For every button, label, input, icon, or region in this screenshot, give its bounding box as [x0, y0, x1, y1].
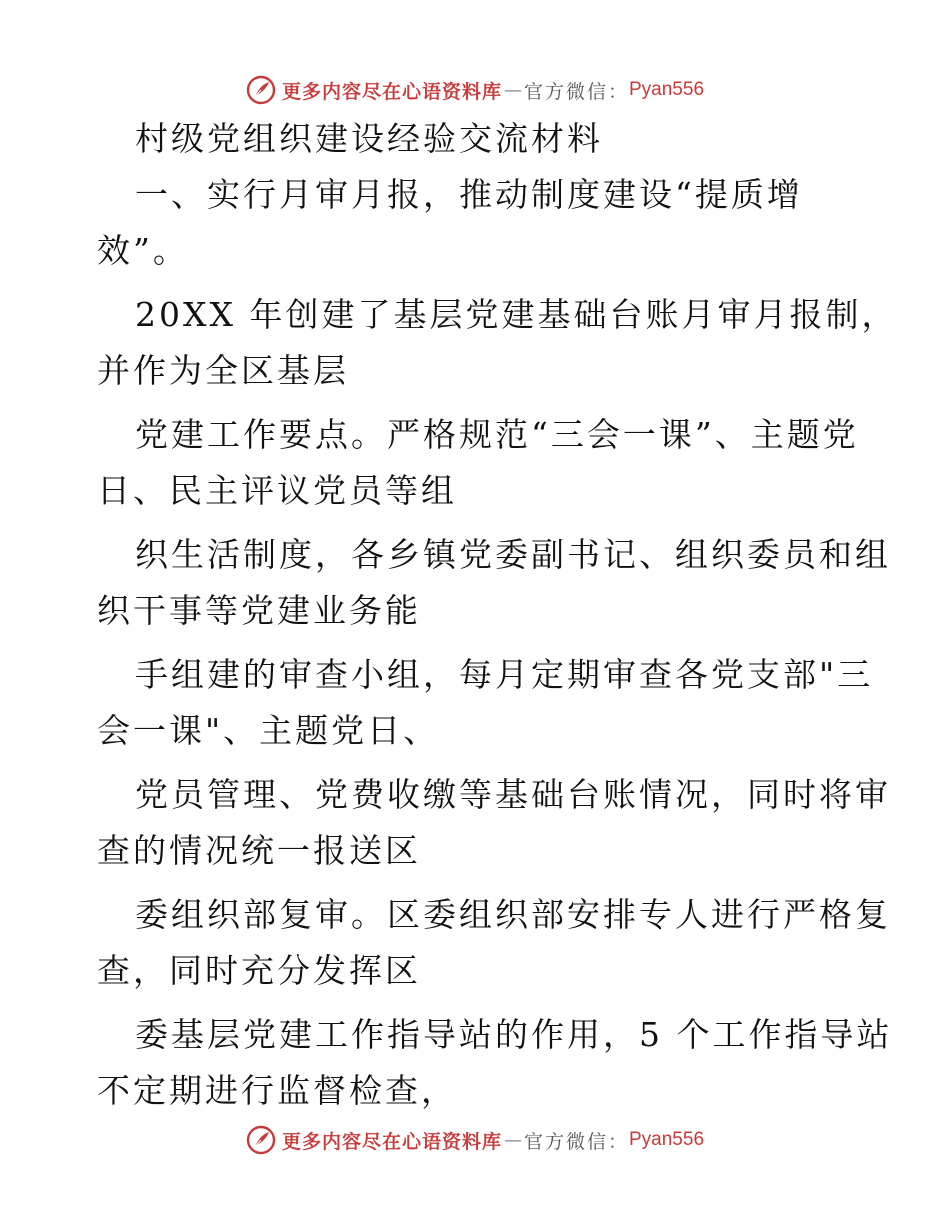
section-heading: 一、实行月审月报，推动制度建设“提质增 [135, 175, 803, 214]
watermark-account: Pyan556 [629, 1129, 705, 1150]
watermark-wechat-label: 官方微信： [523, 80, 629, 103]
document-title: 村级党组织建设经验交流材料 [135, 119, 603, 158]
document-body [97, 119, 898, 1128]
header-watermark [0, 72, 950, 108]
body-line: 党员管理、党费收缴等基础台账情况，同时将审 [135, 775, 891, 814]
watermark-account: Pyan556 [629, 79, 705, 100]
body-line: 查的情况统一报送区 [97, 831, 421, 870]
feather-pen-logo-icon [246, 1125, 276, 1155]
body-line: 会一课"、主题党日、 [97, 711, 440, 750]
feather-pen-logo-icon [246, 75, 276, 105]
watermark-wechat-label: 官方微信： [523, 1130, 629, 1153]
body-line: 手组建的审查小组，每月定期审查各党支部"三 [135, 655, 874, 694]
body-line: 织生活制度，各乡镇党委副书记、组织委员和组 [135, 535, 891, 574]
body-line: 20XX 年创建了基层党建基础台账月审月报制， [135, 295, 898, 334]
body-line: 不定期进行监督检查， [97, 1071, 457, 1110]
section-heading-continued: 效”。 [97, 231, 189, 270]
body-line: 查，同时充分发挥区 [97, 951, 421, 990]
body-line: 委基层党建工作指导站的作用，5 个工作指导站 [135, 1015, 893, 1054]
body-line: 织干事等党建业务能 [97, 591, 421, 630]
footer-watermark [0, 1122, 950, 1158]
body-line: 委组织部复审。区委组织部安排专人进行严格复 [135, 895, 891, 934]
watermark-brand-text: 更多内容尽在心语资料库 [281, 1130, 502, 1153]
body-line: 日、民主评议党员等组 [97, 471, 457, 510]
body-line: 党建工作要点。严格规范“三会一课”、主题党 [135, 415, 859, 454]
watermark-dash: — [503, 79, 522, 101]
watermark-dash: — [503, 1129, 522, 1151]
body-line: 并作为全区基层 [97, 351, 349, 390]
watermark-brand-text: 更多内容尽在心语资料库 [281, 80, 502, 103]
